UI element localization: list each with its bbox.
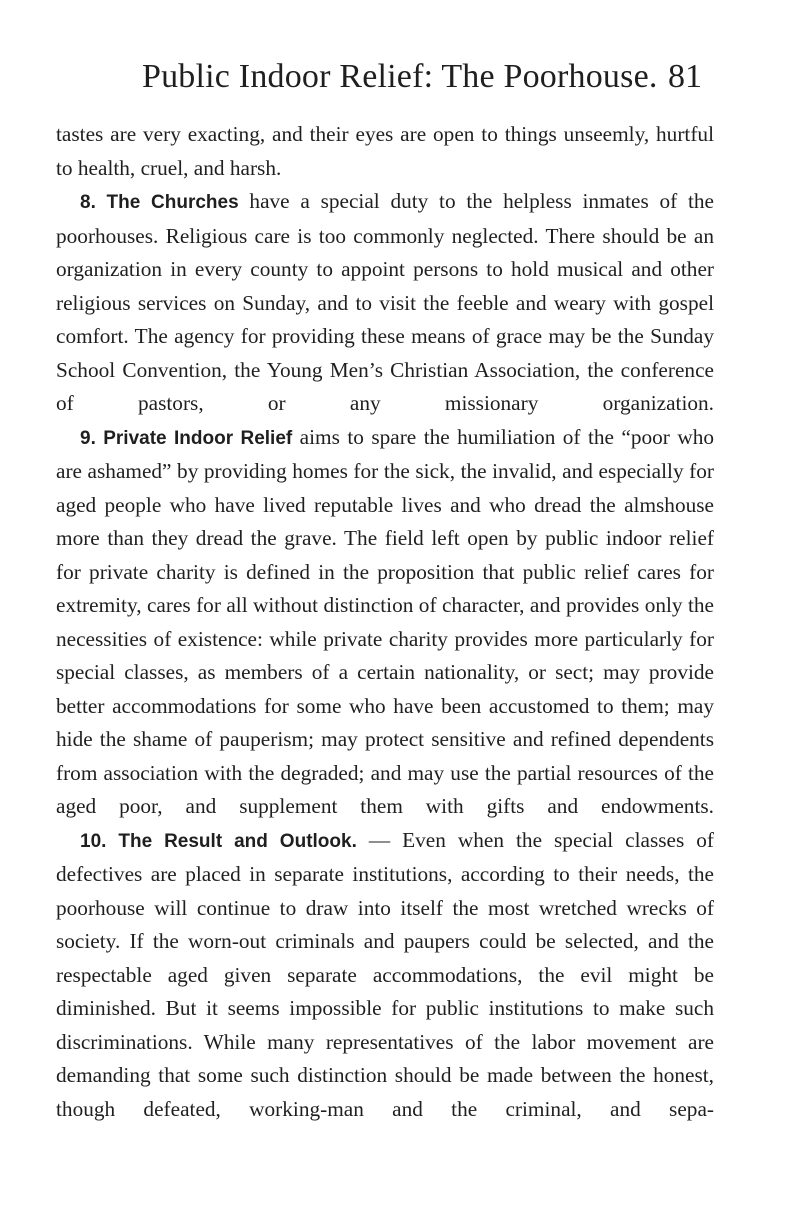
paragraph-continuation — [56, 118, 714, 185]
section-heading-private-indoor-relief: 9. Private Indoor Relief — [80, 427, 293, 449]
section-heading-churches: 8. The Churches — [80, 192, 239, 213]
paragraph-text: aims to spare the humiliation of the “poor who are ashamed” by providing homes for the sick, the invalid, and especially for aged people who have lived reputable lives and who dread the almshouse more than they dread the grave. The field left open by public indoor relief for private charity is defined in the proposition that public relief cares for extremity, cares for all without distinction of character, and provides only the necessities of existence: while private charity provides more particularly for special classes, as members of a certain nationality, or sect; may provide better accommodations for some who have been accustomed to them; may hide the shame of pauperism; may protect sensitive and refined dependents from association with the degraded; and may use the partial resources of the aged poor, and supplement them with gifts and endowments. — [56, 424, 714, 818]
paragraph-text: have a special duty to the helpless inmates of the poorhouses. Religious care is too commonly neglected. There should be an organization in every county to appoint persons to hold musical and other religious services on Sunday, and to visit the feeble and weary with gospel comfort. The agency for providing these means of grace may be the Sunday School Convention, the Young Men’s Christian Association, the conference of pastors, or any missionary organization. — [56, 189, 714, 415]
running-title: Public Indoor Relief: The Poorhouse. — [142, 58, 658, 95]
section-heading-result-and-outlook: 10. The Result and Outlook. — [80, 830, 357, 852]
paragraph-private-indoor-relief — [56, 421, 714, 824]
paragraph-churches — [56, 185, 714, 421]
body-text — [56, 118, 714, 1126]
paragraph-text: — Even when the special classes of defectives are placed in separate institutions, according to their needs, the poorhouse will continue to draw into itself the most wretched wrecks of society. If the worn-out criminals and paupers could be selected, and the respectable aged given separate accommodations, the evil might be diminished. But it seems impossible for public institutions to make such discriminations. While many representatives of the labor movement are demanding that some such distinction should be made between the honest, though defeated, working-man and the criminal, and sepa- — [56, 827, 715, 1121]
page-header — [142, 58, 702, 102]
paragraph-text: tastes are very exacting, and their eyes are open to things unseemly, hurtful to health, cruel, and harsh. — [56, 122, 714, 180]
paragraph-result-and-outlook — [56, 824, 714, 1127]
page-number: 81 — [668, 58, 702, 95]
